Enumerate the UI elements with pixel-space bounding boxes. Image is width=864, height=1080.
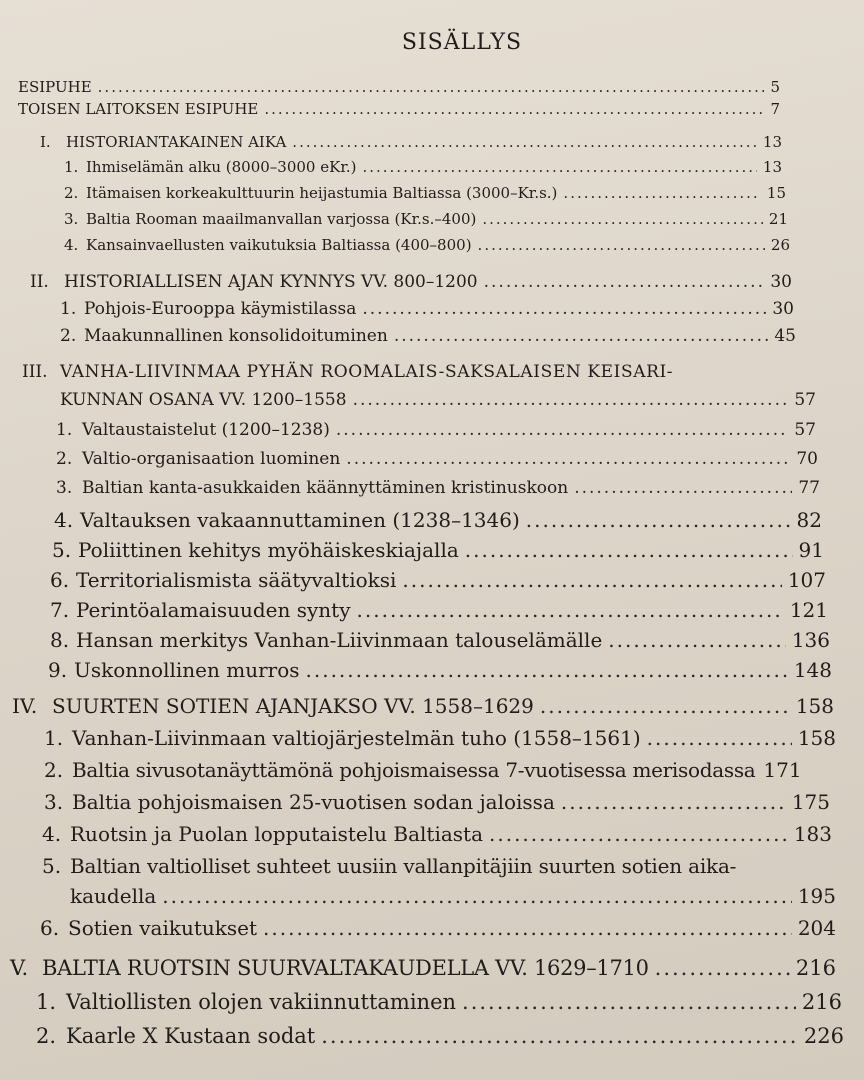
entry-label: Poliittinen kehitys myöhäiskeskiajalla	[78, 538, 459, 562]
part-page: 13	[762, 133, 782, 151]
entry-label: Itämaisen korkeakulttuurin heijastumia Baltiassa (3000–Kr.s.)	[86, 184, 558, 202]
toc-part-3-line2	[60, 390, 816, 410]
part-label: KUNNAN OSANA VV. 1200–1558	[60, 390, 347, 410]
toc-entry	[36, 1024, 844, 1048]
leader-dots	[353, 390, 789, 410]
entry-page: 7	[770, 100, 780, 118]
part-page: 216	[795, 956, 836, 980]
entry-label: Pohjois-Eurooppa käymistilassa	[84, 299, 357, 319]
toc-part-2	[30, 272, 792, 292]
entry-label: Baltian valtiolliset suhteet uusiin vallanpitäjiin suurten sotien aika-	[70, 854, 737, 878]
toc-entry	[36, 990, 842, 1014]
toc-entry	[40, 916, 836, 940]
part-number: V.	[10, 956, 29, 980]
toc-entry	[44, 758, 838, 782]
toc-part-3-line1	[22, 362, 673, 382]
entry-number: 9.	[48, 658, 68, 682]
part-number: IV.	[12, 694, 38, 718]
entry-page: 148	[793, 658, 832, 682]
toc-entry	[54, 508, 822, 532]
entry-label: Ihmiselämän alku (8000–3000 eKr.)	[86, 158, 357, 176]
entry-page: 171	[763, 758, 802, 782]
leader-dots	[357, 598, 784, 622]
entry-label: Kaarle X Kustaan sodat	[66, 1024, 316, 1048]
toc-entry	[64, 210, 788, 228]
leader-dots	[478, 236, 765, 254]
entry-number: 4.	[64, 236, 79, 254]
leader-dots	[655, 956, 790, 980]
part-label: SUURTEN SOTIEN AJANJAKSO VV. 1558–1629	[52, 694, 534, 718]
entry-number: 1.	[44, 726, 64, 750]
part-page: 30	[770, 272, 792, 292]
toc-entry	[48, 658, 832, 682]
entry-page: 226	[803, 1024, 844, 1048]
entry-page: 45	[774, 326, 796, 346]
toc-entry	[60, 326, 796, 346]
toc-entry-preface	[18, 78, 780, 96]
part-label: BALTIA RUOTSIN SUURVALTAKAUDELLA VV. 1629–1710	[42, 956, 649, 980]
leader-dots	[162, 884, 792, 908]
part-label: HISTORIANTAKAINEN AIKA	[66, 133, 287, 151]
toc-entry	[42, 822, 832, 846]
toc-entry-line1	[42, 854, 832, 878]
entry-label: Baltia pohjoismaisen 25-vuotisen sodan jaloissa	[72, 790, 555, 814]
entry-number: 2.	[36, 1024, 57, 1048]
toc-entry	[44, 726, 836, 750]
entry-page: 70	[796, 449, 818, 469]
leader-dots	[526, 508, 791, 532]
leader-dots	[608, 628, 786, 652]
entry-label: Territorialismista säätyvaltioksi	[76, 568, 397, 592]
part-label: VANHA-LIIVINMAA PYHÄN ROOMALAIS-SAKSALAISEN KEISARI-	[60, 362, 674, 382]
entry-page: 216	[801, 990, 842, 1014]
page-title: SISÄLLYS	[401, 30, 523, 55]
leader-dots	[489, 822, 788, 846]
toc-entry	[64, 236, 790, 254]
leader-dots	[563, 184, 760, 202]
entry-page: 15	[766, 184, 786, 202]
entry-number: 6.	[40, 916, 60, 940]
entry-page: 82	[796, 508, 822, 532]
entry-page: 13	[762, 158, 782, 176]
entry-page: 5	[770, 78, 780, 96]
entry-label: Uskonnollinen murros	[74, 658, 300, 682]
toc-entry	[52, 538, 824, 562]
part-number: I.	[40, 133, 51, 151]
entry-number: 1.	[60, 299, 77, 319]
leader-dots	[462, 990, 796, 1014]
entry-page: 21	[768, 210, 788, 228]
leader-dots	[336, 420, 788, 440]
leader-dots	[465, 538, 793, 562]
entry-page: 121	[789, 598, 828, 622]
entry-number: 6.	[50, 568, 70, 592]
entry-page: 91	[798, 538, 824, 562]
entry-label: Valtiollisten olojen vakiinnuttaminen	[66, 990, 457, 1014]
entry-page: 136	[791, 628, 830, 652]
leader-dots	[321, 1024, 798, 1048]
entry-label: Perintöalamaisuuden synty	[76, 598, 351, 622]
leader-dots	[402, 568, 781, 592]
part-number: III.	[22, 362, 48, 382]
leader-dots	[346, 449, 790, 469]
entry-label: Hansan merkitys Vanhan-Liivinmaan talouselämälle	[76, 628, 603, 652]
entry-number: 3.	[44, 790, 64, 814]
leader-dots	[362, 299, 766, 319]
toc-entry	[50, 568, 826, 592]
entry-number: 7.	[50, 598, 70, 622]
entry-page: 158	[797, 726, 836, 750]
entry-number: 4.	[42, 822, 62, 846]
toc-part-5	[10, 956, 836, 980]
entry-number: 3.	[64, 210, 79, 228]
leader-dots	[98, 78, 765, 96]
leader-dots	[482, 210, 763, 228]
toc-entry	[50, 598, 828, 622]
part-page: 57	[794, 390, 816, 410]
entry-label: Valtauksen vakaannuttaminen (1238–1346)	[80, 508, 520, 532]
entry-label: Baltia sivusotanäyttämönä pohjoismaisessa 7-vuotisessa merisodassa	[72, 758, 756, 782]
entry-label: Maakunnallinen konsolidoituminen	[84, 326, 388, 346]
entry-label: Valtio-organisaation luominen	[82, 449, 341, 469]
entry-number: 1.	[64, 158, 79, 176]
entry-number: 8.	[50, 628, 70, 652]
leader-dots	[574, 478, 792, 498]
entry-label: TOISEN LAITOKSEN ESIPUHE	[18, 100, 259, 118]
entry-number: 2.	[56, 449, 73, 469]
toc-entry	[64, 158, 782, 176]
toc-entry	[44, 790, 830, 814]
entry-page: 195	[797, 884, 836, 908]
entry-label: Kansainvaellusten vaikutuksia Baltiassa (400–800)	[86, 236, 472, 254]
entry-page: 26	[770, 236, 790, 254]
entry-page: 204	[797, 916, 836, 940]
leader-dots	[306, 658, 788, 682]
toc-entry-line2	[70, 884, 836, 908]
entry-label: Sotien vaikutukset	[68, 916, 258, 940]
leader-dots	[561, 790, 786, 814]
toc-entry	[56, 449, 818, 469]
entry-number: 3.	[56, 478, 73, 498]
entry-page: 57	[794, 420, 816, 440]
leader-dots	[394, 326, 769, 346]
leader-dots	[484, 272, 765, 292]
toc-part-1	[40, 133, 782, 151]
leader-dots	[540, 694, 790, 718]
toc-entry	[60, 299, 794, 319]
toc-entry-second-preface	[18, 100, 780, 118]
leader-dots	[362, 158, 756, 176]
entry-page: 77	[798, 478, 820, 498]
toc-entry	[56, 420, 816, 440]
entry-number: 1.	[36, 990, 57, 1014]
entry-label: kaudella	[70, 884, 157, 908]
entry-number: 5.	[52, 538, 72, 562]
entry-label: Valtaustaistelut (1200–1238)	[82, 420, 330, 440]
part-page: 158	[795, 694, 834, 718]
entry-label: Ruotsin ja Puolan lopputaistelu Baltiasta	[70, 822, 483, 846]
entry-number: 4.	[54, 508, 74, 532]
entry-page: 175	[791, 790, 830, 814]
entry-page: 30	[772, 299, 794, 319]
entry-number: 1.	[56, 420, 73, 440]
leader-dots	[292, 133, 757, 151]
entry-label: ESIPUHE	[18, 78, 92, 96]
entry-label: Baltia Rooman maailmanvallan varjossa (Kr.s.–400)	[86, 210, 477, 228]
entry-number: 2.	[44, 758, 64, 782]
toc-part-4	[12, 694, 834, 718]
entry-page: 183	[793, 822, 832, 846]
toc-entry	[64, 184, 786, 202]
toc-entry	[56, 478, 820, 498]
entry-number: 5.	[42, 854, 62, 878]
part-number: II.	[30, 272, 49, 292]
leader-dots	[264, 100, 764, 118]
leader-dots	[647, 726, 792, 750]
toc-entry	[50, 628, 830, 652]
entry-label: Baltian kanta-asukkaiden käännyttäminen kristinuskoon	[82, 478, 569, 498]
entry-number: 2.	[64, 184, 79, 202]
entry-page: 107	[787, 568, 826, 592]
leader-dots	[263, 916, 792, 940]
part-label: HISTORIALLISEN AJAN KYNNYS VV. 800–1200	[64, 272, 478, 292]
entry-number: 2.	[60, 326, 77, 346]
entry-label: Vanhan-Liivinmaan valtiojärjestelmän tuho (1558–1561)	[72, 726, 641, 750]
